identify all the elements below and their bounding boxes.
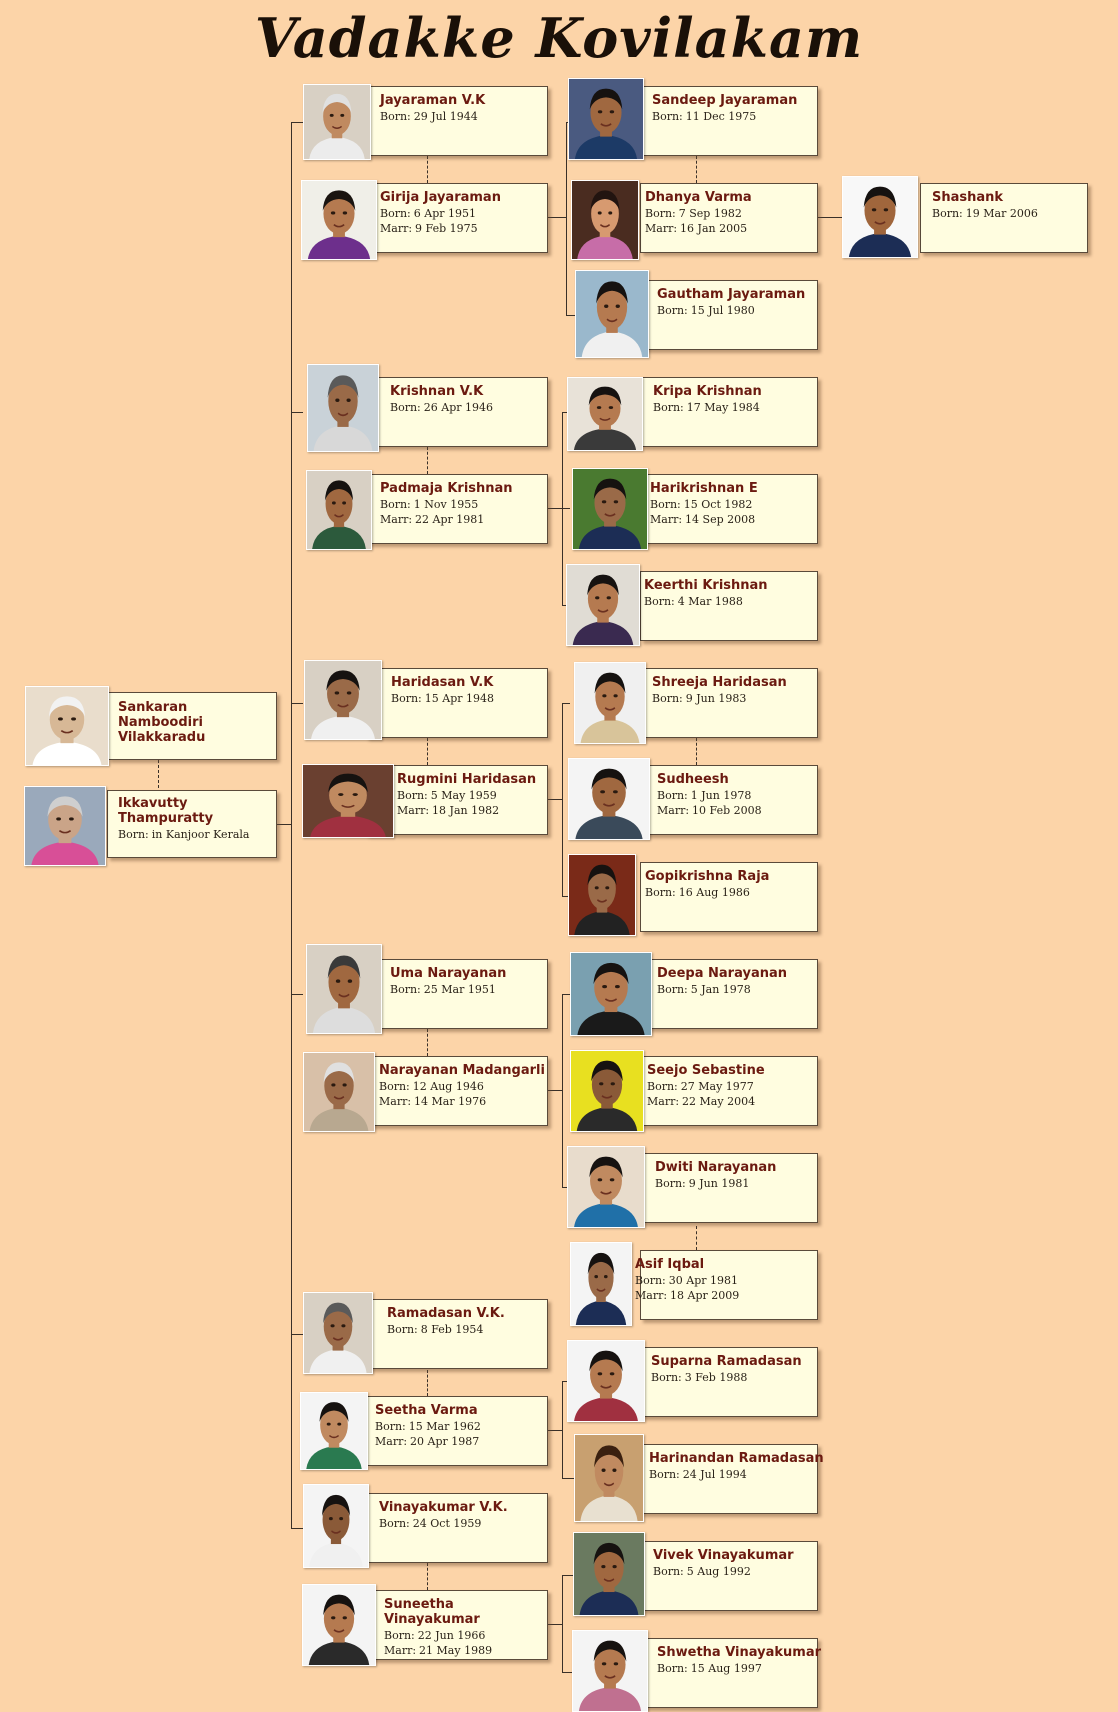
born-label: Born:	[932, 207, 963, 220]
person-name: Shreeja Haridasan	[652, 675, 787, 690]
portrait-photo	[24, 786, 106, 866]
marriage-date	[384, 1644, 492, 1657]
born-label: Born:	[645, 886, 676, 899]
birth-date	[390, 983, 496, 996]
portrait-photo	[575, 270, 649, 358]
marr-value: 18 Jan 1982	[432, 804, 500, 817]
spouse-connector	[427, 738, 428, 765]
birth-date	[652, 110, 756, 123]
born-value: 25 Mar 1951	[423, 983, 496, 996]
marr-value: 10 Feb 2008	[692, 804, 762, 817]
person-name: Deepa Narayanan	[657, 966, 787, 981]
birth-date	[652, 692, 746, 705]
marr-label: Marr:	[647, 1095, 680, 1108]
born-label: Born:	[375, 1420, 406, 1433]
born-label: Born:	[380, 207, 411, 220]
born-value: 15 Jul 1980	[690, 304, 755, 317]
born-value: 11 Dec 1975	[685, 110, 757, 123]
person-name: Vinayakumar V.K.	[379, 1500, 508, 1515]
connector-line	[275, 824, 291, 825]
birth-date	[653, 1565, 751, 1578]
birth-date	[655, 1177, 749, 1190]
portrait-photo	[303, 84, 371, 160]
connector-line	[562, 1381, 563, 1478]
marriage-date	[635, 1289, 739, 1302]
born-value: 3 Feb 1988	[684, 1371, 748, 1384]
portrait-photo	[568, 78, 644, 160]
birth-date	[650, 498, 752, 511]
connector-line	[291, 994, 303, 995]
person-name: Narayanan Madangarli	[379, 1063, 545, 1078]
marr-label: Marr:	[380, 222, 413, 235]
birth-date	[397, 789, 497, 802]
marr-label: Marr:	[375, 1435, 408, 1448]
portrait-photo	[567, 377, 643, 451]
person-name: Shwetha Vinayakumar	[657, 1645, 822, 1660]
born-value: 30 Apr 1981	[668, 1274, 738, 1287]
born-label: Born:	[380, 110, 411, 123]
born-value: 5 Jan 1978	[690, 983, 751, 996]
birth-date	[932, 207, 1038, 220]
connector-line	[562, 994, 570, 995]
birth-date	[379, 1517, 481, 1530]
connector-line	[291, 1334, 303, 1335]
portrait-photo	[570, 952, 652, 1036]
connector-line	[562, 1478, 574, 1479]
connector-line	[562, 508, 570, 509]
born-value: 15 Apr 1948	[424, 692, 494, 705]
born-value: 17 May 1984	[686, 401, 760, 414]
portrait-photo	[567, 1340, 645, 1422]
portrait-photo	[568, 758, 650, 840]
portrait-photo	[306, 944, 382, 1034]
born-value: 15 Oct 1982	[683, 498, 753, 511]
born-label: Born:	[118, 828, 149, 841]
birth-date	[645, 886, 750, 899]
born-value: 12 Aug 1946	[412, 1080, 484, 1093]
spouse-connector	[427, 156, 428, 183]
connector-line	[562, 1575, 563, 1672]
born-value: 26 Apr 1946	[423, 401, 493, 414]
born-label: Born:	[384, 1629, 415, 1642]
portrait-photo	[567, 1146, 645, 1228]
portrait-photo	[842, 176, 918, 258]
born-value: 19 Mar 2006	[965, 207, 1038, 220]
birth-date	[651, 1371, 747, 1384]
born-label: Born:	[652, 110, 683, 123]
born-value: 6 Apr 1951	[413, 207, 476, 220]
portrait-photo	[574, 662, 646, 744]
born-value: 9 Jun 1981	[688, 1177, 750, 1190]
connector-line	[546, 1430, 562, 1431]
marriage-date	[375, 1435, 479, 1448]
born-label: Born:	[644, 595, 675, 608]
person-name: Harinandan Ramadasan	[649, 1451, 824, 1466]
born-value: 4 Mar 1988	[677, 595, 743, 608]
portrait-photo	[301, 180, 377, 260]
marr-value: 14 Mar 1976	[414, 1095, 487, 1108]
person-name: Suneetha Vinayakumar	[384, 1597, 480, 1627]
marr-label: Marr:	[645, 222, 678, 235]
birth-date	[657, 983, 751, 996]
born-label: Born:	[653, 401, 684, 414]
birth-date	[380, 110, 478, 123]
portrait-photo	[303, 1484, 369, 1568]
connector-line	[816, 217, 842, 218]
person-name: Dwiti Narayanan	[655, 1160, 777, 1175]
person-name: Kripa Krishnan	[653, 384, 762, 399]
portrait-photo	[303, 1292, 373, 1374]
born-value: 29 Jul 1944	[413, 110, 478, 123]
spouse-connector	[427, 447, 428, 474]
person-name: Uma Narayanan	[390, 966, 507, 981]
person-name: Keerthi Krishnan	[644, 578, 768, 593]
marr-value: 21 May 1989	[419, 1644, 493, 1657]
person-name: Sudheesh	[657, 772, 729, 787]
marriage-date	[657, 804, 762, 817]
birth-date	[384, 1629, 485, 1642]
person-name: Vivek Vinayakumar	[653, 1548, 794, 1563]
connector-line	[546, 1624, 562, 1625]
marr-label: Marr:	[397, 804, 430, 817]
marr-value: 14 Sep 2008	[685, 513, 756, 526]
birth-date	[647, 1080, 754, 1093]
connector-line	[546, 799, 562, 800]
person-name: Jayaraman V.K	[380, 93, 486, 108]
connector-line	[546, 1090, 562, 1091]
birth-date	[390, 401, 493, 414]
marriage-date	[380, 513, 484, 526]
birth-date	[653, 401, 760, 414]
portrait-photo	[307, 364, 379, 452]
portrait-photo	[25, 686, 109, 766]
person-name: Rugmini Haridasan	[397, 772, 537, 787]
born-label: Born:	[390, 401, 421, 414]
spouse-connector	[427, 1370, 428, 1396]
person-name: Sandeep Jayaraman	[652, 93, 798, 108]
birth-date	[657, 789, 751, 802]
born-label: Born:	[391, 692, 422, 705]
portrait-photo	[574, 1434, 644, 1522]
born-value: 1 Nov 1955	[413, 498, 479, 511]
born-label: Born:	[390, 983, 421, 996]
born-label: Born:	[653, 1565, 684, 1578]
born-label: Born:	[635, 1274, 666, 1287]
marriage-date	[380, 222, 478, 235]
born-value: 1 Jun 1978	[690, 789, 752, 802]
born-label: Born:	[645, 207, 676, 220]
portrait-photo	[566, 564, 640, 646]
person-name: Sankaran Namboodiri Vilakkaradu	[118, 700, 206, 745]
connector-line	[291, 1528, 303, 1529]
person-name: Haridasan V.K	[391, 675, 494, 690]
born-value: 24 Oct 1959	[412, 1517, 482, 1530]
born-value: 15 Aug 1997	[690, 1662, 762, 1675]
marriage-date	[650, 513, 755, 526]
portrait-photo	[568, 854, 636, 936]
born-value: 15 Mar 1962	[408, 1420, 481, 1433]
spouse-connector	[427, 1563, 428, 1590]
marr-value: 16 Jan 2005	[680, 222, 748, 235]
birth-date	[657, 304, 755, 317]
birth-date	[635, 1274, 738, 1287]
birth-date	[657, 1662, 762, 1675]
portrait-photo	[303, 1052, 375, 1132]
connector-line	[291, 703, 303, 704]
chart-title: Vadakke Kovilakam	[254, 6, 864, 70]
person-name: Padmaja Krishnan	[380, 481, 513, 496]
portrait-photo	[571, 180, 639, 260]
person-name: Seejo Sebastine	[647, 1063, 765, 1078]
born-label: Born:	[387, 1323, 418, 1336]
person-name: Seetha Varma	[375, 1403, 478, 1418]
person-name: Asif Iqbal	[635, 1257, 705, 1272]
person-name: Harikrishnan E	[650, 481, 758, 496]
person-name: Gautham Jayaraman	[657, 287, 806, 302]
born-value: 22 Jun 1966	[417, 1629, 486, 1642]
born-value: 16 Aug 1986	[678, 886, 750, 899]
marr-value: 20 Apr 1987	[410, 1435, 480, 1448]
person-name: Krishnan V.K	[390, 384, 484, 399]
marriage-date	[647, 1095, 755, 1108]
person-name: Dhanya Varma	[645, 190, 752, 205]
birth-date	[375, 1420, 481, 1433]
born-label: Born:	[379, 1517, 410, 1530]
born-value: 24 Jul 1994	[682, 1468, 747, 1481]
birth-date	[644, 595, 743, 608]
born-label: Born:	[652, 692, 683, 705]
portrait-photo	[573, 1532, 645, 1616]
born-label: Born:	[397, 789, 428, 802]
marriage-date	[379, 1095, 486, 1108]
portrait-photo	[306, 470, 372, 550]
person-name: Gopikrishna Raja	[645, 869, 770, 884]
born-label: Born:	[647, 1080, 678, 1093]
birth-date	[380, 498, 478, 511]
born-label: Born:	[657, 983, 688, 996]
person-name: Ramadasan V.K.	[387, 1306, 505, 1321]
born-label: Born:	[657, 1662, 688, 1675]
birth-date	[379, 1080, 484, 1093]
born-value: 5 May 1959	[430, 789, 497, 802]
connector-line	[562, 703, 570, 704]
born-label: Born:	[657, 789, 688, 802]
portrait-photo	[304, 660, 382, 740]
marr-label: Marr:	[635, 1289, 668, 1302]
person-name: Suparna Ramadasan	[651, 1354, 802, 1369]
marr-value: 22 Apr 1981	[415, 513, 485, 526]
person-name: Shashank	[932, 190, 1004, 205]
connector-line	[566, 122, 567, 315]
person-name: Girija Jayaraman	[380, 190, 501, 205]
born-label: Born:	[657, 304, 688, 317]
born-value: in Kanjoor Kerala	[151, 828, 250, 841]
birth-date	[645, 207, 742, 220]
born-label: Born:	[655, 1177, 686, 1190]
birth-date	[387, 1323, 483, 1336]
marr-label: Marr:	[379, 1095, 412, 1108]
born-label: Born:	[650, 498, 681, 511]
portrait-photo	[572, 468, 648, 550]
marr-value: 22 May 2004	[682, 1095, 756, 1108]
born-label: Born:	[651, 1371, 682, 1384]
portrait-photo	[302, 764, 394, 838]
marr-label: Marr:	[650, 513, 683, 526]
birth-date	[380, 207, 476, 220]
born-value: 9 Jun 1983	[685, 692, 747, 705]
marr-label: Marr:	[657, 804, 690, 817]
connector-line	[562, 994, 563, 1187]
connector-line	[546, 217, 566, 218]
connector-line	[291, 412, 303, 413]
birth-date	[391, 692, 494, 705]
born-value: 7 Sep 1982	[678, 207, 742, 220]
marr-label: Marr:	[380, 513, 413, 526]
spouse-connector	[696, 738, 697, 765]
born-value: 8 Feb 1954	[420, 1323, 484, 1336]
connector-line	[562, 703, 563, 896]
portrait-photo	[302, 1584, 376, 1666]
marriage-date	[645, 222, 747, 235]
connector-line	[291, 122, 303, 123]
portrait-photo	[572, 1630, 648, 1712]
born-label: Born:	[649, 1468, 680, 1481]
born-value: 27 May 1977	[680, 1080, 754, 1093]
born-label: Born:	[380, 498, 411, 511]
portrait-photo	[300, 1392, 368, 1470]
portrait-photo	[570, 1242, 632, 1326]
born-value: 5 Aug 1992	[686, 1565, 751, 1578]
marriage-date	[397, 804, 499, 817]
spouse-connector	[158, 760, 159, 788]
spouse-connector	[696, 156, 697, 183]
birth-date	[649, 1468, 747, 1481]
spouse-connector	[427, 1029, 428, 1056]
marr-value: 9 Feb 1975	[415, 222, 478, 235]
person-name: Ikkavutty Thampuratty	[118, 796, 214, 826]
marr-value: 18 Apr 2009	[670, 1289, 740, 1302]
marr-label: Marr:	[384, 1644, 417, 1657]
connector-line	[546, 508, 562, 509]
birth-date	[118, 828, 249, 841]
born-label: Born:	[379, 1080, 410, 1093]
spouse-connector	[696, 1226, 697, 1250]
connector-line	[291, 122, 292, 1528]
portrait-photo	[570, 1050, 644, 1132]
